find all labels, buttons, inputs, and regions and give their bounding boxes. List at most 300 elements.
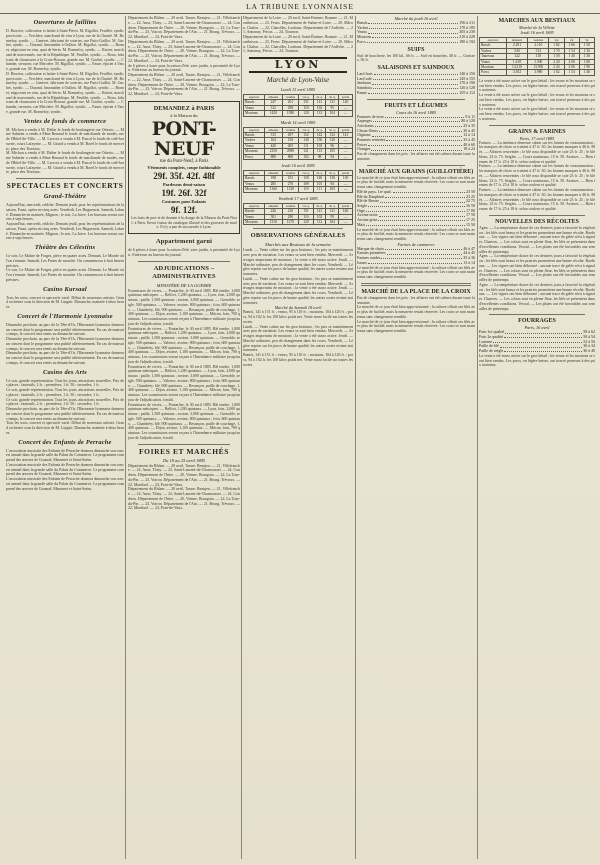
table-header-cell: poids <box>339 127 353 132</box>
table-header-cell: 2e q. <box>313 171 326 176</box>
table-cell: Bœufs <box>244 133 265 138</box>
article-text: Pas de changement dans les prix ; les affaires ont été calmes durant toute la semaine. <box>357 295 475 305</box>
table-cell: 103 <box>313 143 326 148</box>
table-cell: 315 <box>265 133 283 138</box>
price-value: 170 à 190 <box>459 80 475 86</box>
article-text: Dimanche prochain, au parc de la Tête-d'Or, l'Harmonie lyonnaise donnera un concert dont le programme sera publié ultérieurement. En cas de mauvais temps, le concert sera remis au dimanche suivant. <box>6 322 124 337</box>
section-subtitle: Concert de l'Harmonie Lyonnaise <box>17 312 113 320</box>
leader-dots <box>368 204 465 207</box>
price-label: Farines rondes <box>357 255 381 261</box>
article-text: M. Michon a vendu à M. Didier le fonds de boulangerie rue Ottavio. — Mme Sabatier a vendu à Mme Renaud le fonds de marchande de modes, rue de l'Hôtel-de-Ville. — M. Lacroix a vendu à M. Pascal le fonds de café-brasserie, cours Lafayette. — M. Girard a vendu à M. Borel le fonds de mercerie, place des Terreaux. <box>6 151 124 175</box>
article-text: Département du Rhône. — 20 avril, Tarare, Beaujeu. — 21, Villefranche. — 22, Anse, Thizy. — 23, Saint-Laurent-de-Chamousset. — 24, Condrieu. Département de l'Isère. — 20, Vienne, Bourgoin. — 22, La Tour-du-Pin. — 23, Voiron. Département de l'Ain. — 21, Bourg, Trévoux. — 22, Montluel. — 24, Pont-de-Vaux. <box>128 39 240 63</box>
price-value: 105 à 112 <box>459 89 475 95</box>
table-cell: 95 <box>326 214 339 219</box>
price-list <box>357 72 475 96</box>
table-cell: 104 <box>326 219 339 224</box>
table-cell: 140 <box>299 138 313 143</box>
leader-dots <box>387 251 463 254</box>
price-label: Moutons <box>357 34 372 40</box>
price-label: Jambons <box>357 80 371 86</box>
article-text: Ce soir, grande représentation. Tous les jours, attractions nouvelles. Prix des places : fauteuils, 2 fr. ; premières, 1 fr. 50 ; secondes, 1 fr. <box>6 388 124 397</box>
table-cell: Porcs <box>480 70 507 75</box>
table-cell: 210 <box>282 209 299 214</box>
table-cell: — <box>339 214 353 219</box>
table-cell: 141 <box>339 133 353 138</box>
table-header-cell: amenés <box>265 203 283 208</box>
leader-dots <box>368 261 462 264</box>
table-cell: 1 90 <box>579 65 594 70</box>
leader-dots <box>372 81 458 84</box>
section-title: GRAINS & FARINES <box>508 128 566 135</box>
divider <box>16 178 114 179</box>
price-label: Bœufs <box>357 20 368 25</box>
table-cell: 151 <box>299 100 313 105</box>
price-value: 17 50 <box>466 212 475 218</box>
article-text: de 6 pièces à louer pour la saison d'été, avec jardin, à proximité de Lyon. S'adresser au bureau du journal. <box>128 63 240 73</box>
leader-dots <box>375 124 463 127</box>
article-text: Département de la Loire. — 20 avril, Saint-Étienne, Roanne. — 21, Montbrison. — 23, Feurs. Département de Saône-et-Loire. — 20, Mâcon, Chalon. — 22, Charolles, Louhans. Département de l'Ardèche. — 21, Annonay, Privas. — 24, Tournon. <box>243 35 353 54</box>
article-text: La vente a été assez active sur le gros bétail ; les veaux et les moutons se sont bien vendus. Les porcs, en légère baisse, ont trouvé preneurs à des prix soutenus. <box>479 107 595 121</box>
price-label: Foin 2e qualité <box>479 334 503 340</box>
article-text: Ce soir, Le Maître de Forges, pièce en quatre actes. Demain, Le Monde où l'on s'ennuie. Samedi, Les Pattes de mouche. On commencera à huit heures précises. <box>6 254 124 268</box>
table-cell: 94 <box>326 181 339 186</box>
table-cell: 118 <box>528 54 549 59</box>
table-cell: 109 <box>299 181 313 186</box>
ad-address: rue du Pont-Neuf, à Paris <box>159 158 209 164</box>
price-label: Panne <box>357 89 367 95</box>
price-value: 23 25 <box>466 193 475 199</box>
market-date: Vendredi 17 avril 1885 <box>278 195 318 201</box>
article-text: Département du Rhône. — 20 avril, Tarare, Beaujeu. — 21, Villefranche. — 22, Anse, Thizy. — 23, Saint-Laurent-de-Chamousset. — 24, Condrieu. Département de l'Isère. — 20, Vienne, Bourgoin. — 22, La Tour-du-Pin. — 23, Voiron. Département de l'Ain. — 21, Bourg, Trévoux. — 22, Montluel. — 24, Pont-de-Vaux. <box>128 487 240 511</box>
table-cell: 1 82 <box>549 43 564 48</box>
price-label: Pommes de terre <box>357 113 384 119</box>
column-5 <box>479 16 595 859</box>
section-subtitle: MINISTÈRE DE LA GUERRE <box>156 282 212 288</box>
divider <box>489 125 585 126</box>
masthead-title: LA TRIBUNE LYONNAISE <box>246 2 354 11</box>
price-label: Avoine noire <box>357 212 378 218</box>
table-header-cell: amenés <box>265 95 283 100</box>
price-value: 12 à 14 <box>463 132 475 138</box>
price-value: 120 à 128 <box>459 85 475 91</box>
leader-dots <box>368 30 458 33</box>
article-text: Département du Rhône. — 20 avril, Tarare, Beaujeu. — 21, Villefranche. — 22, Anse, Thizy. — 23, Saint-Laurent-de-Chamousset. — 24, Condrieu. Département de l'Isère. — 20, Vienne, Bourgoin. — 22, La Tour-du-Pin. — 23, Voiron. Département de l'Ain. — 21, Bourg, Trévoux. — 22, Montluel. — 24, Pont-de-Vaux. <box>128 16 240 39</box>
table-cell: Bœufs <box>480 43 507 48</box>
table-cell: 270 <box>282 181 299 186</box>
article-text: Le marché de ce jour était bien approvisionné ; la culture offrait ses blés avec plus de facilité, mais la meunerie restait réservée. Les cours se sont maintenus sans changement sensible. <box>357 305 475 319</box>
article-text: Agen. — La température douce de ces derniers jours a favorisé la végétation ; les blés sont beaux et les prairies promettent une bonne récolte. Bordeaux. — Les vignes ont bien débourré ; aucune trace de gelée n'est à signaler. Chartres. — Les colzas sont en pleine fleur, les blés se présentent dans d'excellentes conditions. Vesoul. — Les pluies ont été favorables aux semailles de printemps. <box>479 282 595 311</box>
price-label: Seigle <box>357 203 367 209</box>
price-label: Marque de choix <box>357 245 385 251</box>
table-cell: 105 <box>326 149 339 154</box>
table-cell: Bœufs <box>244 209 265 214</box>
table-header-cell: espèces <box>244 171 265 176</box>
article-text: Ce soir, Le Maître de Forges, pièce en quatre actes. Demain, Le Monde où l'on s'ennuie. Samedi, Les Pattes de mouche. On commencera à huit heures précises. <box>6 268 124 282</box>
leader-dots <box>493 340 582 343</box>
section-date: Du 18 au 25 avril 1885 <box>162 457 206 463</box>
table-cell: 113 <box>313 149 326 154</box>
section-title: Appartement garni <box>155 238 213 245</box>
table-cell: 121 <box>299 149 313 154</box>
section-title: SUIFS <box>407 46 425 53</box>
table-cell: Bœufs <box>244 100 265 105</box>
table-cell: 540 <box>506 48 528 53</box>
table-cell: 2 20 <box>549 59 564 64</box>
table-cell: 1 40 <box>564 54 579 59</box>
article-text: Le marché de ce jour était bien approvisionné ; la culture offrait ses blés avec plus de facilité, mais la meunerie restait réservée. Les cours se sont maintenus sans changement sensible. <box>357 175 475 190</box>
price-label: Blé de pays, 1re qual. <box>357 188 392 194</box>
table-header-cell: vendus <box>282 203 299 208</box>
section-subtitle: Casino Kursaal <box>43 285 87 293</box>
leader-dots <box>373 86 458 89</box>
leader-dots <box>369 26 458 29</box>
ad-prices: 9f. 12f. <box>170 204 198 215</box>
table-cell: 181 <box>282 176 299 181</box>
table-header-cell: espèces <box>244 127 265 132</box>
divider <box>367 99 465 100</box>
ad-prices: 29f. 35f. 42f. 48f <box>153 170 215 181</box>
table-header-cell: 2e q. <box>313 127 326 132</box>
article-text: Fournitures de vivres. — Pontarlier, le 30 avril 1885. Blé tendre, 1,000 quintaux métriques. — Belfort, 1,200 quintaux. — Lyon, foin, 2,000 quintaux ; paille, 1,500 quintaux ; avoine, 3,000 quintaux. — Grenoble, seigle, 500 quintaux. — Valence, avoine, 800 quintaux ; foin, 600 quintaux. — Chambéry, blé, 900 quintaux. — Besançon, paille de couchage, 1,400 quintaux. — Dijon, avoine, 1,100 quintaux. — Mâcon, foin, 700 quintaux. Les soumissions seront reçues à l'Intendance militaire jusqu'au jour de l'adjudication, à midi. <box>128 288 240 326</box>
ad-title: DEMANDEZ à PARIS <box>153 104 215 112</box>
table-header-cell: poids <box>339 95 353 100</box>
divider <box>489 215 585 216</box>
leader-dots <box>367 40 458 43</box>
table-cell: — <box>339 111 353 116</box>
section-title: FOURRAGES <box>518 318 556 325</box>
section-subtitle: Farines de commerce <box>397 241 435 247</box>
price-label: Paille de blé <box>479 343 499 349</box>
article-text: Farines. — La tendance demeure calme sur les farines de consommation ; les marques de choix se traitent à 47 fr. 50, les bonnes marques à 46 fr. Blés. — Affaires restreintes ; le blé roux disponible se cote 23 fr. 25 ; le blé blanc, 23 fr. 75. Seigles. — Cours nominaux, 15 fr. 50. Avoines. — Bien tenues de 17 fr. 25 à 18 fr. selon couleur et qualité. <box>479 164 595 188</box>
table-header-cell: amenés <box>265 127 283 132</box>
price-value: 210 à 228 <box>459 34 475 40</box>
article-text: Pas de changement dans les prix ; les affaires ont été calmes durant toute la semaine. <box>357 152 475 161</box>
table-cell: Moutons <box>244 111 265 116</box>
table-cell: Veaux <box>244 214 265 219</box>
price-label: Oranges <box>357 146 371 152</box>
price-value: 46 à 47 <box>463 245 475 251</box>
section-title: Ventes de fonds de commerce <box>23 117 107 125</box>
article-text: Agen. — La température douce de ces derniers jours a favorisé la végétation ; les blés sont beaux et les prairies promettent une bonne récolte. Bordeaux. — Les vignes ont bien débourré ; aucune trace de gelée n'est à signaler. Chartres. — Les colzas sont en pleine fleur, les blés se présentent dans d'excellentes conditions. Vesoul. — Les pluies ont été favorables aux semailles de printemps. <box>479 254 595 283</box>
table-header-cell: espèces <box>480 38 507 43</box>
section-date: Jeudi 16 avril 1885 <box>520 30 554 35</box>
article-text: Bœufs, 141 à 151 fr. ; veaux, 95 à 110 fr. ; moutons, 104 à 120 fr. ; porcs, 94 à 102 fr. les 100 kilos poids net. Vente assez facile sur toutes les sortes. <box>243 353 353 367</box>
market-table <box>243 170 353 193</box>
article-text: L'association musicale des Enfants de Perrache donnera dimanche son concert annuel dans la grande salle du Palais du Commerce. Le programme comprend des œuvres de Gounod, Massenet et Saint-Saëns. <box>6 477 124 491</box>
table-cell: 4.102 <box>506 70 528 75</box>
section-title: Ouvertures de faillites <box>33 19 97 26</box>
price-list <box>357 247 475 266</box>
leader-dots <box>381 256 462 259</box>
table-cell: 140 <box>339 100 353 105</box>
divider <box>253 228 343 229</box>
table-cell: 141 <box>313 209 326 214</box>
table-cell: Veaux <box>244 143 265 148</box>
price-list <box>357 190 475 228</box>
table-header-cell: 2e q. <box>313 95 326 100</box>
table-cell: Taureaux <box>480 54 507 59</box>
market-subtitle: Marché de Lyon-Vaise <box>266 76 330 84</box>
table-cell: Porcs <box>244 154 265 159</box>
table-cell: 880 <box>265 154 283 159</box>
table-header-cell: 3e q. <box>326 203 339 208</box>
ad-prices: 19f. 26f. 32f <box>161 187 207 198</box>
table-cell: 2.291 <box>506 43 528 48</box>
article-text: Lundi. — Vente calme sur les gros bestiaux ; les prix se maintiennent avec peu de variation. Les veaux se sont bien vendus. Mercredi. — Arrivages importants de moutons ; la vente a été assez active. Jeudi. — Marché ordinaire, peu de changement dans les cours. Vendredi. — Légère reprise sur les porcs de bonne qualité, les autres sortes restent stationnaires. <box>243 276 353 305</box>
table-cell: 120 <box>299 219 313 224</box>
column-rule <box>125 16 126 859</box>
table-cell: 2 24 <box>549 65 564 70</box>
price-value: 36 à 40 <box>583 348 595 354</box>
section-date: Cours du 16 avril 1885 <box>395 109 437 115</box>
table-cell: 95 <box>326 105 339 110</box>
table-cell: 122 <box>506 54 528 59</box>
price-label: Pommes reinettes <box>357 137 386 143</box>
column-rule <box>241 16 242 859</box>
market-table <box>243 94 353 117</box>
ad-line: Pardessus demi-saison <box>162 181 206 187</box>
market-date: Marché du jeudi 16 avril <box>394 16 438 21</box>
table-cell: Vaches <box>244 138 265 143</box>
table-cell: Moutons <box>244 219 265 224</box>
article-text: Lundi. — Vente calme sur les gros bestiaux ; les prix se maintiennent avec peu de variation. Les veaux se sont bien vendus. Mercredi. — Arrivages importants de moutons ; la vente a été assez active. Jeudi. — Marché ordinaire, peu de changement dans les cours. Vendredi. — Légère reprise sur les porcs de bonne qualité, les autres sortes restent stationnaires. <box>243 324 353 353</box>
leader-dots <box>368 21 458 24</box>
article-text: Suif de boucherie, les 100 kil., 66 fr. — Suif en branches, 48 fr. — Graisses, 56 fr. <box>357 53 475 63</box>
leader-dots <box>379 213 465 216</box>
price-label: Vaches <box>357 24 369 30</box>
section-title: FOIRES ET MARCHÉS <box>138 446 230 456</box>
leader-dots <box>500 344 582 347</box>
table-cell: 420 <box>265 143 283 148</box>
price-label: Veaux <box>357 29 367 35</box>
advertisement <box>128 101 240 234</box>
divider <box>361 283 471 286</box>
price-label: Avoine grise <box>357 217 378 223</box>
price-value: 40 à 60 <box>463 141 475 147</box>
price-label: Choux-fleurs <box>357 127 379 133</box>
table-cell: 290 <box>282 214 299 219</box>
table-cell: — <box>339 149 353 154</box>
table-cell: 1310 <box>265 219 283 224</box>
table-cell: 150 <box>282 138 299 143</box>
table-cell: 111 <box>313 187 326 192</box>
section-subtitle: Casino des Arts <box>43 368 87 376</box>
table-cell: 141 <box>313 100 326 105</box>
table-cell: Veaux <box>480 59 507 64</box>
lyon-logo: LYON <box>249 57 347 73</box>
table-cell: 1 46 <box>579 70 594 75</box>
table-cell: Moutons <box>244 149 265 154</box>
price-value: 170 à 185 <box>459 24 475 30</box>
section-subtitle: Marché de la Villette <box>519 25 555 30</box>
table-row <box>244 219 353 224</box>
price-value: 196 à 211 <box>459 20 475 25</box>
article-text: La vente a été assez active sur le gros bétail ; les veaux et les moutons se sont bien vendus. Les porcs, en légère baisse, ont trouvé preneurs à des prix soutenus. <box>479 78 595 93</box>
leader-dots <box>504 349 582 352</box>
table-cell: — <box>339 181 353 186</box>
market-date: Marché du Samedi 18 avril <box>274 305 322 311</box>
leader-dots <box>373 77 458 80</box>
leader-dots <box>368 143 462 146</box>
price-value: 22 75 <box>466 198 475 204</box>
table-cell: 247 <box>265 100 283 105</box>
table-cell: 98 <box>313 154 326 159</box>
leader-dots <box>386 138 462 141</box>
article-text: Dimanche prochain, au parc de la Tête-d'Or, l'Harmonie lyonnaise donnera un concert dont le programme sera publié ultérieurement. En cas de mauvais temps, le concert sera remis au dimanche suivant. <box>6 407 124 421</box>
table-cell: 142 <box>313 133 326 138</box>
price-value: 35 à 45 <box>463 137 475 143</box>
table-cell: 164 <box>265 138 283 143</box>
table-cell: 131 <box>326 100 339 105</box>
leader-dots <box>374 72 459 75</box>
price-list <box>479 330 595 354</box>
table-cell: 102 <box>313 105 326 110</box>
article-text: D. Bouvier, cultivateur et laitier à Saint-Priest. M. Rigollot, Feuillet, syndic provisoire. — Verchère, marchand de vins à Lyon, rue de la Charité. M. Bonnefoy, syndic. — Ganivet, fabricant de soieries, rue Puits-Gaillot. M. Gachet, syndic. — Durand, limonadier à Oullins. M. Rigollot, syndic. — Bonnet, négociant en vins, quai de Serin. M. Bonnefoy, syndic. — Ravier, marchand de nouveautés, rue de la République. M. Feuillet, syndic. — Roux, fabricant de chaussures à la Croix-Rousse, grande rue. M. Gachet, syndic. — Chambe, serrurier, rue Mercière. M. Rigollot, syndic. — Faure, épicier à Vaise, grande rue. M. Bonnefoy, syndic. <box>6 29 124 71</box>
article-text: La vente a été assez active sur le gros bétail ; les veaux et les moutons se sont bien vendus. Les porcs, en légère baisse, ont trouvé preneurs à des prix soutenus. <box>479 353 595 368</box>
table-row <box>244 187 353 192</box>
table-cell: 13.950 <box>528 65 549 70</box>
table-header-cell: 3e q. <box>326 171 339 176</box>
table-header-cell: espèces <box>244 203 265 208</box>
table-cell: 226 <box>265 209 283 214</box>
table-row <box>244 154 353 159</box>
price-row <box>357 40 475 45</box>
price-value: 30 à 34 <box>583 343 595 349</box>
market-table <box>479 37 595 76</box>
table-cell: 2 00 <box>564 59 579 64</box>
table-cell: 1.390 <box>528 59 549 64</box>
table-cell: 1 62 <box>549 70 564 75</box>
divider <box>489 314 585 315</box>
table-header-cell: 1re <box>549 38 564 43</box>
ad-line: Vêtements complets, coupe fashionable <box>147 164 221 170</box>
table-cell: 1 54 <box>564 48 579 53</box>
table-cell: 152 <box>299 133 313 138</box>
price-value: 50 à 54 <box>583 334 595 340</box>
masthead <box>0 0 600 14</box>
table-cell: 297 <box>282 133 299 138</box>
price-label: Maïs <box>357 221 365 227</box>
column-2 <box>128 16 240 859</box>
section-subtitle: Marchés aux Bestiaux de la semaine <box>265 242 331 248</box>
table-cell: 1 50 <box>579 43 594 48</box>
price-value: 205 à 230 <box>459 29 475 35</box>
table-header-cell: amenés <box>265 171 283 176</box>
article-text: Tous les soirs, concert et spectacle varié. Début de nouveaux artistes. Grand orchestre sous la direction de M. Luigini. Dimanche, matinée à deux heures. <box>6 295 124 309</box>
article-text: L'association musicale des Enfants de Perrache donnera dimanche son concert annuel dans la grande salle du Palais du Commerce. Le programme comprend des œuvres de Gounod, Massenet et Saint-Saëns. <box>6 448 124 462</box>
table-cell: 96 <box>326 143 339 148</box>
article-text: Farines. — La tendance demeure calme sur les farines de consommation ; les marques de choix se traitent à 47 fr. 50, les bonnes marques à 46 fr. Blés. — Affaires restreintes ; le blé roux disponible se cote 23 fr. 25 ; le blé blanc, 23 fr. 75. Seigles. — Cours nominaux, 15 fr. 50. Avoines. — Bien tenues de 17 fr. 25 à 18 fr. selon couleur et qualité. <box>479 140 595 164</box>
price-value: 180 à 192 <box>459 38 475 44</box>
table-cell: 151 <box>299 209 313 214</box>
leader-dots <box>378 218 465 221</box>
table-cell: — <box>339 105 353 110</box>
article-text: Département du Rhône. — 20 avril, Tarare, Beaujeu. — 21, Villefranche. — 22, Anse, Thizy. — 23, Saint-Laurent-de-Chamousset. — 24, Condrieu. Département de l'Isère. — 20, Vienne, Bourgoin. — 22, La Tour-du-Pin. — 23, Voiron. Département de l'Ain. — 21, Bourg, Trévoux. — 22, Montluel. — 24, Pont-de-Vaux. <box>128 463 240 487</box>
price-value: 58 à 62 <box>583 329 595 335</box>
table-header-cell: 1re q. <box>299 127 313 132</box>
market-date: Jeudi 16 avril 1885 <box>281 163 315 169</box>
leader-dots <box>372 35 458 38</box>
table-cell: 132 <box>326 133 339 138</box>
price-list <box>357 115 475 153</box>
table-cell: 1120 <box>282 187 299 192</box>
column-4 <box>357 16 475 859</box>
table-cell: 1 54 <box>564 70 579 75</box>
price-row <box>357 91 475 96</box>
table-header-cell: 1re q. <box>299 95 313 100</box>
table-cell: 140 <box>313 176 326 181</box>
table-cell: 1160 <box>265 187 283 192</box>
ad-line: Costumes pour Enfants <box>161 198 207 204</box>
article-text: Fournitures de vivres. — Pontarlier, le 30 avril 1885. Blé tendre, 1,000 quintaux métriques. — Belfort, 1,200 quintaux. — Lyon, foin, 2,000 quintaux ; paille, 1,500 quintaux ; avoine, 3,000 quintaux. — Grenoble, seigle, 500 quintaux. — Valence, avoine, 800 quintaux ; foin, 600 quintaux. — Chambéry, blé, 900 quintaux. — Besançon, paille de couchage, 1,400 quintaux. — Dijon, avoine, 1,100 quintaux. — Mâcon, foin, 700 quintaux. Les soumissions seront reçues à l'Intendance militaire jusqu'au jour de l'adjudication, à midi. <box>128 402 240 440</box>
article-text: Dimanche prochain, au parc de la Tête-d'Or, l'Harmonie lyonnaise donnera un concert dont le programme sera publié ultérieurement. En cas de mauvais temps, le concert sera remis au dimanche suivant. <box>6 337 124 351</box>
divider <box>138 444 230 445</box>
section-title: SALAISONS ET SAINDOUX <box>377 65 455 72</box>
market-table <box>243 203 353 226</box>
table-cell: 110 <box>299 105 313 110</box>
table-header-cell: vendus <box>282 95 299 100</box>
table-cell: 1 30 <box>579 54 594 59</box>
leader-dots <box>393 190 465 193</box>
article-text: Le marché de ce jour était bien approvisionné ; la culture offrait ses blés avec plus de facilité, mais la meunerie restait réservée. Les cours se sont maintenus sans changement sensible. <box>357 265 475 280</box>
table-cell: 3.980 <box>528 70 549 75</box>
table-cell: 512 <box>528 48 549 53</box>
price-label: Oignons <box>357 132 371 138</box>
article-text: Le marché de ce jour était bien approvisionné ; la culture offrait ses blés avec plus de facilité, mais la meunerie restait réservée. Les cours se sont maintenus sans changement sensible. <box>357 319 475 334</box>
table-cell: 1 66 <box>564 43 579 48</box>
table-row <box>480 70 595 75</box>
table-cell: 1380 <box>282 111 299 116</box>
article-text: La vente a été assez active sur le gros bétail ; les veaux et les moutons se sont bien vendus. Les porcs, en légère baisse, ont trouvé preneurs à des prix soutenus. <box>479 93 595 107</box>
table-cell: 103 <box>326 187 339 192</box>
price-value: 30 à 45 <box>463 127 475 133</box>
leader-dots <box>368 91 459 94</box>
price-list <box>357 21 475 45</box>
leader-dots <box>385 115 464 118</box>
leader-dots <box>366 209 465 212</box>
section-title: ADJUDICATIONS – ADMINISTRATIVES <box>152 264 216 280</box>
article-text: Bœufs, 141 à 151 fr. ; veaux, 95 à 110 fr. ; moutons, 104 à 120 fr. ; porcs, 94 à 102 fr. les 100 kilos poids net. Vente assez facile sur toutes les sortes. <box>243 310 353 324</box>
table-cell: 110 <box>299 214 313 219</box>
table-cell: Veaux <box>244 181 265 186</box>
table-cell: Vaches <box>480 48 507 53</box>
column-rule <box>477 16 478 859</box>
table-cell: 150 <box>299 176 313 181</box>
column-3 <box>243 16 353 859</box>
article-text: Ce soir, grande représentation. Tous les jours, attractions nouvelles. Prix des places : fauteuils, 2 fr. ; premières, 1 fr. 50 ; secondes, 1 fr. <box>6 397 124 407</box>
section-title: MARCHES AUX BESTIAUX <box>498 18 576 24</box>
table-cell: 1420 <box>265 111 283 116</box>
section-title: MARCHÉ AUX GRAINS (GUILLOTIÈRE) <box>358 168 474 175</box>
section-title: NOUVELLES DES RÉCOLTES <box>495 218 579 225</box>
table-cell: 2 06 <box>564 65 579 70</box>
price-label: Paille de seigle <box>479 348 504 354</box>
article-text: Aujourd'hui, mercredi, relâche. Demain jeudi, pour les représentations de la saison, Faust, opéra en cinq actes. Vendredi, Les Huguenots. Samedi, Lakmé. Dimanche en matinée, Mignon ; le soir, La Juive. Les bureaux seront ouverts à sept heures. <box>6 203 124 222</box>
table-cell: 1 36 <box>579 48 594 53</box>
price-value: 17 00 <box>466 207 475 213</box>
table-cell: 120 <box>326 138 339 143</box>
table-cell: 14.210 <box>506 65 528 70</box>
ad-subtitle: à la Maison du <box>170 112 198 118</box>
table-cell: 101 <box>313 181 326 186</box>
table-cell: Moutons <box>244 187 265 192</box>
table-cell: 94 <box>326 154 339 159</box>
article-text: Farines. — La tendance demeure calme sur les farines de consommation ; les marques de choix se traitent à 47 fr. 50, les bonnes marques à 46 fr. Blés. — Affaires restreintes ; le blé roux disponible se cote 23 fr. 25 ; le blé blanc, 23 fr. 75. Seigles. — Cours nominaux, 15 fr. 50. Avoines. — Bien tenues de 17 fr. 25 à 18 fr. selon couleur et qualité. <box>479 188 595 212</box>
table-cell: — <box>339 143 353 148</box>
section-subtitle: Théâtre des Célestins <box>34 244 96 251</box>
price-label: Lard frais <box>357 71 373 77</box>
section-title: SPECTACLES ET CONCERTS <box>6 181 124 190</box>
